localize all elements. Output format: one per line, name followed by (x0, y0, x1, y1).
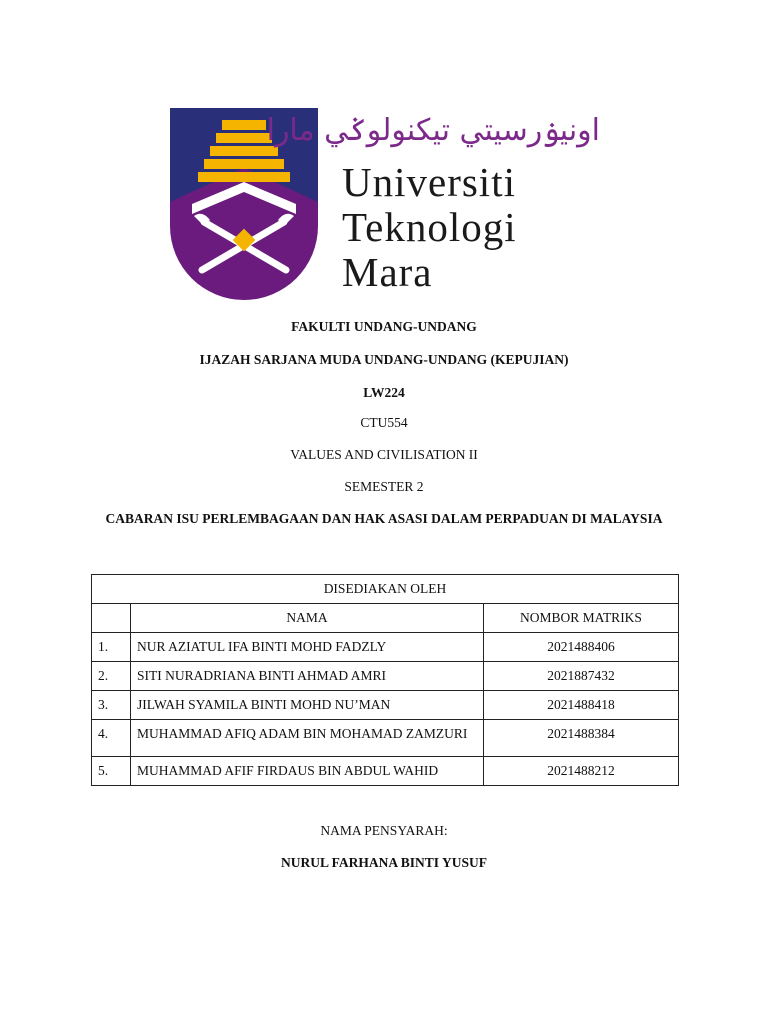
table-row (92, 757, 679, 786)
member-name: JILWAH SYAMILA BINTI MOHD NU’MAN (131, 691, 484, 720)
member-matric: 2021488384 (484, 720, 679, 757)
member-matric: 2021488212 (484, 757, 679, 786)
course-name: VALUES AND CIVILISATION II (290, 447, 478, 462)
row-number: 3. (92, 691, 131, 720)
member-name: NUR AZIATUL IFA BINTI MOHD FADZLY (131, 633, 484, 662)
member-matric: 2021488418 (484, 691, 679, 720)
course-code: CTU554 (360, 415, 408, 430)
jawi-university-name: اونيۏرسيتي تيكنولوݢي مارا (266, 113, 600, 148)
table-row (92, 633, 679, 662)
table-caption: DISEDIAKAN OLEH (92, 575, 679, 604)
table-row (92, 662, 679, 691)
header-number-cell (92, 604, 131, 633)
member-matric: 2021488406 (484, 633, 679, 662)
wordmark-line-2: Teknologi (342, 204, 517, 250)
semester: SEMESTER 2 (344, 479, 424, 494)
table-row (92, 691, 679, 720)
row-number: 2. (92, 662, 131, 691)
assignment-title: CABARAN ISU PERLEMBAGAAN DAN HAK ASASI DALAM PERPADUAN DI MALAYSIA (105, 511, 663, 526)
member-name: MUHAMMAD AFIF FIRDAUS BIN ABDUL WAHID (131, 757, 484, 786)
member-name: MUHAMMAD AFIQ ADAM BIN MOHAMAD ZAMZURI (131, 720, 484, 757)
row-number: 4. (92, 720, 131, 757)
university-logo (170, 108, 610, 300)
wordmark-line-1: Universiti (342, 159, 516, 205)
lecturer-label: NAMA PENSYARAH: (320, 823, 448, 838)
lecturer-name: NURUL FARHANA BINTI YUSUF (281, 855, 487, 870)
header-name: NAMA (131, 604, 484, 633)
members-table (91, 574, 679, 786)
university-wordmark (342, 160, 517, 295)
row-number: 1. (92, 633, 131, 662)
table-header-row (92, 604, 679, 633)
table-row (92, 720, 679, 757)
faculty-name: FAKULTI UNDANG-UNDANG (291, 319, 477, 334)
table-caption-row (92, 575, 679, 604)
degree-name: IJAZAH SARJANA MUDA UNDANG-UNDANG (KEPUJIAN) (199, 352, 569, 367)
header-matric: NOMBOR MATRIKS (484, 604, 679, 633)
wordmark-line-3: Mara (342, 249, 433, 295)
member-matric: 2021887432 (484, 662, 679, 691)
member-name: SITI NURADRIANA BINTI AHMAD AMRI (131, 662, 484, 691)
row-number: 5. (92, 757, 131, 786)
program-code: LW224 (363, 385, 405, 400)
